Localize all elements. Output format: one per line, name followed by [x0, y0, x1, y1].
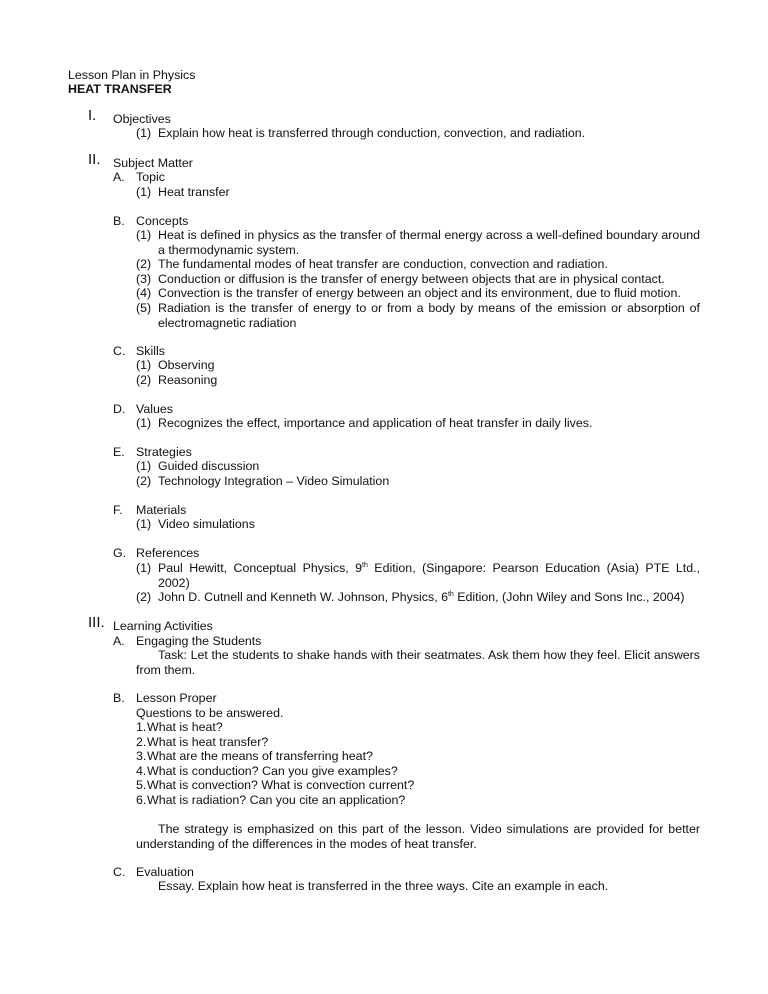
- subsection-letter: B.: [113, 214, 125, 228]
- reference-text: John D. Cutnell and Kenneth W. Johnson, Physics, 6th Edition, (John Wiley and Sons Inc., 2004): [158, 590, 685, 604]
- subsection-letter: F.: [113, 503, 123, 517]
- section-number: III.: [88, 614, 105, 631]
- subsection-letter: E.: [113, 445, 125, 459]
- section-number: II.: [88, 151, 101, 168]
- subsection-heading-values: Values: [136, 402, 173, 416]
- question-text: What is radiation? Can you cite an application?: [147, 793, 406, 807]
- list-item-number: (1): [136, 517, 152, 531]
- subsection-heading-engaging: Engaging the Students: [136, 634, 262, 648]
- objective-text: Explain how heat is transferred through conduction, convection, and radiation.: [158, 126, 586, 140]
- list-item-number: (5): [136, 301, 152, 315]
- list-item-number: (2): [136, 474, 152, 488]
- subsection-heading-topic: Topic: [136, 170, 165, 184]
- list-item-number: (1): [136, 561, 152, 575]
- questions-intro: Questions to be answered.: [136, 706, 284, 720]
- question-number: 4.: [136, 764, 147, 778]
- question-text: What is heat transfer?: [147, 735, 269, 749]
- subsection-heading-references: References: [136, 546, 200, 560]
- subsection-heading-materials: Materials: [136, 503, 187, 517]
- list-item-number: (3): [136, 272, 152, 286]
- subsection-letter: D.: [113, 402, 126, 416]
- material-text: Video simulations: [158, 517, 255, 531]
- subsection-heading-skills: Skills: [136, 344, 165, 358]
- concept-text: Conduction or diffusion is the transfer of energy between objects that are in physical contact.: [158, 272, 665, 286]
- skill-text: Reasoning: [158, 373, 218, 387]
- section-heading-objectives: Objectives: [113, 112, 171, 126]
- list-item-number: (1): [136, 228, 152, 242]
- value-text: Recognizes the effect, importance and application of heat transfer in daily lives.: [158, 416, 593, 430]
- question-text: What is heat?: [147, 720, 223, 734]
- concept-text: Radiation is the transfer of energy to or from a body by means of the emission or absorption of electromagnetic radiation: [158, 301, 700, 330]
- list-item-number: (4): [136, 286, 152, 300]
- section-heading-subject-matter: Subject Matter: [113, 156, 193, 170]
- concept-text: Heat is defined in physics as the transfer of thermal energy across a well-defined boundary around a thermodynamic system.: [158, 228, 700, 257]
- subsection-heading-lesson-proper: Lesson Proper: [136, 691, 217, 705]
- question-number: 2.: [136, 735, 147, 749]
- topic-text: Heat transfer: [158, 185, 230, 199]
- section-number: I.: [88, 107, 97, 124]
- list-item-number: (1): [136, 126, 152, 140]
- subsection-heading-evaluation: Evaluation: [136, 865, 194, 879]
- strategy-text: Guided discussion: [158, 459, 260, 473]
- evaluation-text: Essay. Explain how heat is transferred in the three ways. Cite an example in each.: [158, 879, 609, 893]
- question-number: 5.: [136, 778, 147, 792]
- question-text: What are the means of transferring heat?: [147, 749, 373, 763]
- list-item-number: (1): [136, 416, 152, 430]
- question-text: What is conduction? Can you give examples?: [147, 764, 398, 778]
- question-number: 6.: [136, 793, 147, 807]
- subsection-letter: C.: [113, 865, 126, 879]
- list-item-number: (1): [136, 459, 152, 473]
- concept-text: The fundamental modes of heat transfer are conduction, convection and radiation.: [158, 257, 608, 271]
- question-text: What is convection? What is convection current?: [147, 778, 415, 792]
- list-item-number: (1): [136, 185, 152, 199]
- list-item-number: (2): [136, 373, 152, 387]
- subsection-letter: G.: [113, 546, 127, 560]
- section-heading-learning-activities: Learning Activities: [113, 619, 213, 633]
- subsection-heading-concepts: Concepts: [136, 214, 189, 228]
- list-item-number: (2): [136, 257, 152, 271]
- subsection-letter: A.: [113, 170, 125, 184]
- subsection-letter: B.: [113, 691, 125, 705]
- document-title: HEAT TRANSFER: [68, 82, 172, 96]
- subsection-letter: C.: [113, 344, 126, 358]
- reference-text: Paul Hewitt, Conceptual Physics, 9th Edition, (Singapore: Pearson Education (Asia) PTE Ltd., 2002): [158, 561, 701, 590]
- concept-text: Convection is the transfer of energy between an object and its environment, due to fluid motion.: [158, 286, 681, 300]
- list-item-number: (1): [136, 358, 152, 372]
- strategy-text: Technology Integration – Video Simulation: [158, 474, 390, 488]
- subsection-heading-strategies: Strategies: [136, 445, 192, 459]
- lesson-plan-label: Lesson Plan in Physics: [68, 68, 196, 82]
- strategy-paragraph: The strategy is emphasized on this part of the lesson. Video simulations are provided for better understanding of the differences in the modes of heat transfer.: [136, 822, 700, 851]
- list-item-number: (2): [136, 590, 152, 604]
- question-number: 3.: [136, 749, 147, 763]
- task-text: Task: Let the students to shake hands with their seatmates. Ask them how they feel. Elicit answers from them.: [136, 648, 700, 677]
- question-number: 1.: [136, 720, 147, 734]
- subsection-letter: A.: [113, 634, 125, 648]
- skill-text: Observing: [158, 358, 215, 372]
